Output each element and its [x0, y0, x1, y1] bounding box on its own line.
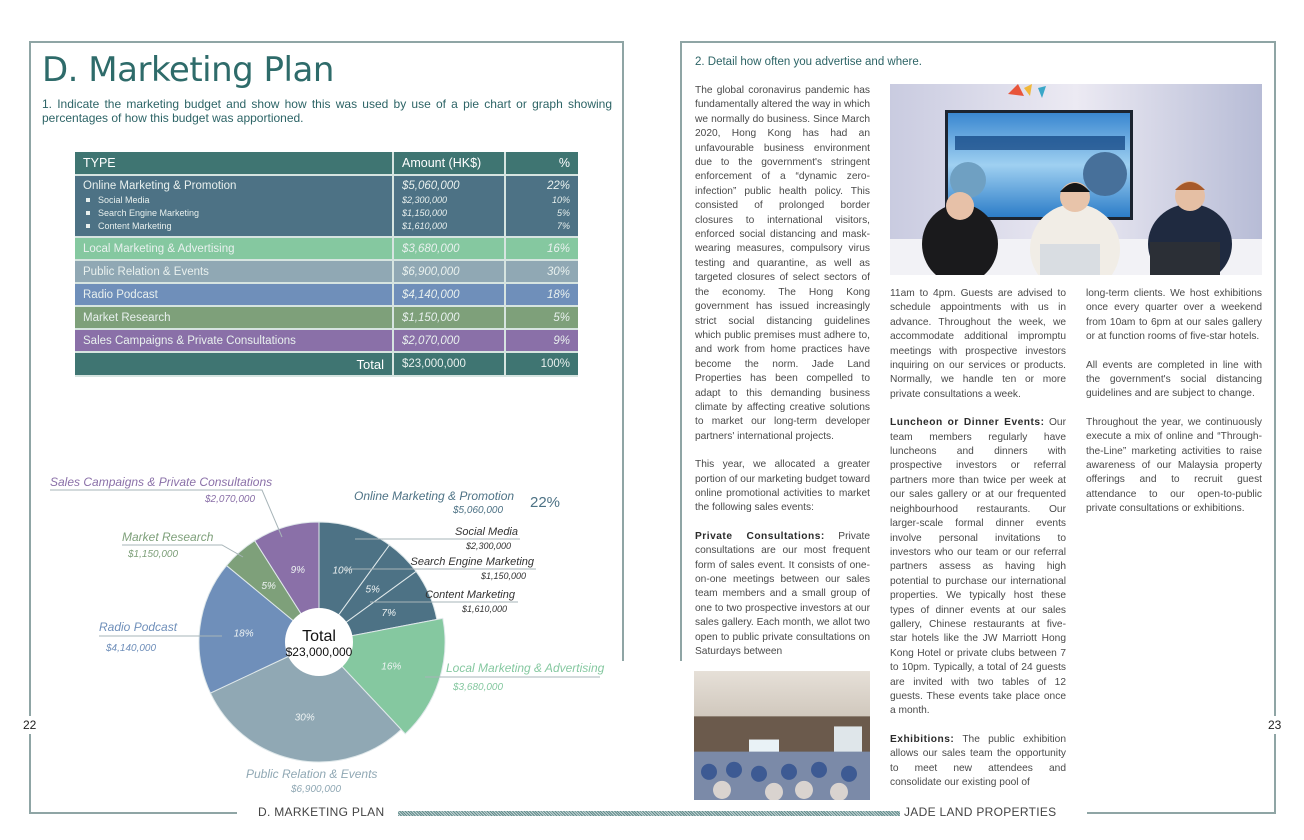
- pie-center-value: $23,000,000: [285, 645, 353, 659]
- callout-online-name: Online Marketing & Promotion: [354, 489, 515, 503]
- allocation-paragraph: This year, we allocated a greater portion of our marketing budget toward online promotional activities to market the following sales events:: [695, 459, 870, 514]
- total-label: Total: [75, 352, 393, 376]
- table-row-total: [75, 352, 578, 376]
- callout-local-amount: $3,680,000: [453, 682, 504, 693]
- table-row: [75, 306, 578, 329]
- callout-content-name: Content Marketing: [425, 589, 515, 601]
- callout-sales-amount: $2,070,000: [205, 494, 256, 505]
- table-row: [75, 283, 578, 306]
- row-amount: $4,140,000: [393, 283, 505, 306]
- total-amount: $23,000,000: [393, 352, 505, 376]
- header-amount: Amount (HK$): [393, 152, 505, 175]
- callout-radio-amount: $4,140,000: [106, 643, 157, 654]
- callout-mr-name: Market Research: [122, 530, 214, 544]
- right-frame-left: [680, 41, 682, 661]
- private-heading: Private Consultations:: [695, 530, 825, 542]
- intro-paragraph: The global coronavirus pandemic has fundamentally altered the way in which we normally do business. Since March 2020, Hong Kong has had an unfavourable business environment due to the government's stringent enforcement of a “dynamic zero-infection” public health policy. This consisted of prolonged border closures to international visitors, enforced social distancing and mask-wearing measures, compulsory virus testing and quarantine, as well as targeted closures of select sectors of the economy. The Hong Kong government has issued increasingly strict social distancing guidelines which public premises must adhere to, and work from home practices have become the norm. Jade Land Properties has been compelled to adapt to this demanding business climate by affecting creative solutions to market our long-term developer partners' international projects.: [695, 85, 870, 442]
- footer-company-name: JADE LAND PROPERTIES: [904, 805, 1057, 819]
- callout-seo-name: Search Engine Marketing: [410, 556, 534, 568]
- text-column-1: [695, 84, 870, 673]
- row-type: Market Research: [75, 306, 393, 329]
- callout-content-amount: $1,610,000: [461, 604, 507, 614]
- row-percent: 16%: [505, 237, 578, 260]
- sub-type: Search Engine Marketing: [98, 208, 200, 218]
- callout-sales-name: Sales Campaigns & Private Consultations: [50, 475, 273, 489]
- row-amount: $6,900,000: [393, 260, 505, 283]
- text-column-2: [890, 287, 1066, 804]
- right-frame-right: [1274, 41, 1276, 814]
- pie-slice-label: 30%: [294, 712, 315, 724]
- header-type: TYPE: [75, 152, 393, 175]
- exhibitions-continued-paragraph: long-term clients. We host exhibitions once every quarter over a weekend from 10am to 6pm at our sales gallery or at function rooms of five-star hotels.: [1086, 288, 1262, 343]
- sub-percent: 10%: [551, 195, 570, 205]
- page-title: D. Marketing Plan: [42, 50, 334, 90]
- exhibitions-paragraph: [890, 733, 1066, 791]
- page-number-right: 23: [1268, 718, 1282, 732]
- private-consultations-paragraph: [695, 530, 870, 660]
- callout-online-percent: 22%: [530, 494, 561, 511]
- text-column-3: [1086, 287, 1262, 531]
- guidelines-paragraph: All events are completed in line with the government's social distancing guidelines and are subject to change.: [1086, 359, 1262, 400]
- sub-percent: 7%: [556, 221, 570, 231]
- callout-social-name: Social Media: [455, 526, 518, 538]
- bullet-icon: [86, 224, 90, 228]
- callout-online-amount: $5,060,000: [453, 505, 504, 516]
- pie-slice-label: 5%: [365, 584, 380, 596]
- callout-social-amount: $2,300,000: [465, 541, 511, 551]
- online-percent: 22%: [546, 180, 570, 192]
- sub-type: Social Media: [98, 195, 150, 205]
- row-type: Public Relation & Events: [75, 260, 393, 283]
- budget-pie-chart: [0, 465, 640, 805]
- pie-slice-label: 18%: [233, 628, 254, 640]
- callout-seo-amount: $1,150,000: [480, 571, 526, 581]
- photo-online-seminar: [890, 84, 1262, 275]
- header-percent: %: [505, 152, 578, 175]
- exhibition-hall-image: [694, 671, 870, 800]
- left-frame-bottom: [29, 812, 237, 814]
- callout-mr-amount: $1,150,000: [128, 549, 179, 560]
- callout-local-name: Local Marketing & Advertising: [446, 661, 605, 675]
- pie-slice-label: 10%: [332, 565, 353, 577]
- row-percent: 5%: [505, 306, 578, 329]
- row-percent: 18%: [505, 283, 578, 306]
- row-amount: $2,070,000: [393, 329, 505, 352]
- bullet-icon: [86, 211, 90, 215]
- callout-pr-name: Public Relation & Events: [246, 767, 378, 781]
- row-amount: $1,150,000: [393, 306, 505, 329]
- row-percent: 30%: [505, 260, 578, 283]
- row-percent: 9%: [505, 329, 578, 352]
- sub-amount: $2,300,000: [402, 195, 448, 205]
- sub-percent: 5%: [556, 208, 570, 218]
- pie-slice-label: 16%: [381, 661, 402, 673]
- row-type: Local Marketing & Advertising: [75, 237, 393, 260]
- sub-amount: $1,150,000: [402, 208, 448, 218]
- sub-type: Content Marketing: [98, 221, 172, 231]
- table-header-row: [75, 152, 578, 175]
- question-1: 1. Indicate the marketing budget and show how this was used by use of a pie chart or graph showing percentages of how this budget was apportioned.: [42, 97, 612, 125]
- pie-center-label: Total: [302, 628, 336, 645]
- luncheon-heading: Luncheon or Dinner Events:: [890, 417, 1045, 429]
- table-row: [75, 237, 578, 260]
- footer-hatch-divider: [398, 811, 900, 816]
- online-amount: $5,060,000: [402, 180, 460, 192]
- exhibitions-heading: Exhibitions:: [890, 733, 955, 745]
- pie-slice-label: 5%: [261, 580, 276, 592]
- table-row: [75, 329, 578, 352]
- question-2: 2. Detail how often you advertise and where.: [695, 56, 922, 68]
- online-type: Online Marketing & Promotion: [83, 180, 237, 192]
- marketing-mix-paragraph: Throughout the year, we continuously execute a mix of online and “Through-the-Line” marketing activities to raise awareness of our Malaysia property offerings and to recruit guest attendance to our open-to-public private consultations or exhibitions.: [1086, 416, 1262, 515]
- private-text: Private consultations are our most frequent form of sales event. It consists of one-on-one meetings between our sales team members and a small group of one to two prospective investors at our sales gallery. Each month, we allot two open to public private consultations on Saturdays between: [695, 530, 870, 658]
- luncheon-text: Our team members regularly have luncheons and dinners with prospective investors or referral partners more than twice per week at our sales gallery or at our frequented neighbourhood restaurants. Our larger-scale formal dinner events involve personal invitations to investors who our team or our referral partners assess as having high potential to purchase our international properties. We typically host these types of dinner events at our sales gallery, Chinese restaurants at five-star hotels like the JW Marriott Hong Kong Hotel or private clubs between 7 to 10pm. Typically, a total of 24 guests are invited with two tables of 12 guests. These events take place once a month.: [890, 417, 1066, 717]
- row-type: Radio Podcast: [75, 283, 393, 306]
- budget-table: [75, 152, 578, 377]
- sub-amount: $1,610,000: [402, 221, 448, 231]
- footer-section-title: D. MARKETING PLAN: [258, 805, 385, 819]
- callout-radio-name: Radio Podcast: [99, 620, 178, 634]
- online-seminar-image: [890, 84, 1262, 275]
- callout-pr-amount: $6,900,000: [291, 784, 342, 795]
- pie-slice-label: 7%: [381, 607, 396, 619]
- right-frame-bottom: [1087, 812, 1276, 814]
- luncheon-paragraph: [890, 416, 1066, 719]
- row-amount: $3,680,000: [393, 237, 505, 260]
- bullet-icon: [86, 198, 90, 202]
- consultation-schedule-paragraph: 11am to 4pm. Guests are advised to schedule appointments with us in advance. Throughout the week, we accommodate additional impromptu meetings with prospective investors inquiring on our services or products. Normally, we handle ten or more private consultations a week.: [890, 288, 1066, 400]
- photo-exhibition-hall: [694, 671, 870, 800]
- table-row-online: [75, 175, 578, 237]
- exhibitions-text: The public exhibition allows our sales team the opportunity to meet new attendees and consolidate our existing pool of: [890, 733, 1066, 788]
- row-type: Sales Campaigns & Private Consultations: [75, 329, 393, 352]
- left-frame-top: [29, 41, 624, 43]
- pie-slice-label: 9%: [290, 565, 306, 577]
- table-row: [75, 260, 578, 283]
- right-frame-top: [680, 41, 1276, 43]
- page-number-left: 22: [23, 718, 37, 732]
- total-percent: 100%: [505, 352, 578, 376]
